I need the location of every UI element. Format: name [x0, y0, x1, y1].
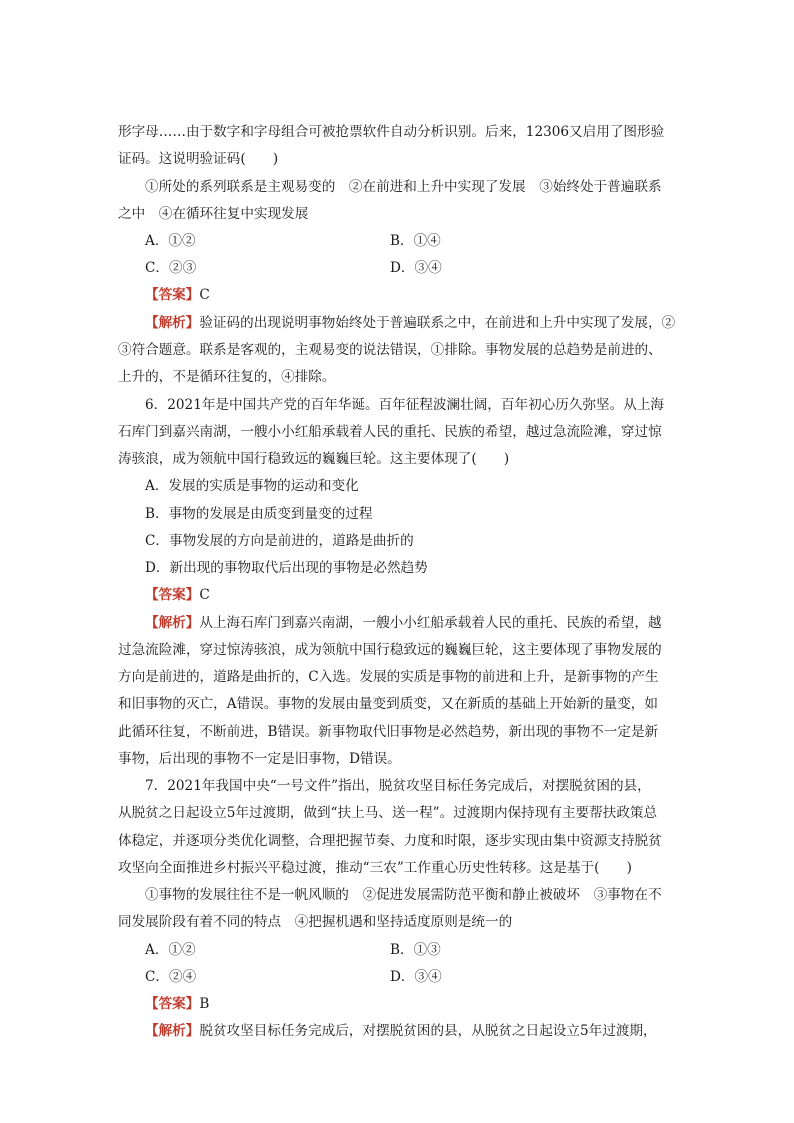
text-line: ③符合题意。联系是客观的，主观易变的说法错误，①排除。事物发展的总趋势是前进的、 [118, 342, 662, 358]
text-line: 证码。这说明验证码( ) [118, 151, 279, 167]
option-b: B．事物的发展是由质变到量变的过程 [145, 506, 373, 522]
option-c: C．事物发展的方向是前进的，道路是曲折的 [145, 533, 414, 549]
text-line: 之中 ④在循环往复中实现发展 [118, 206, 309, 222]
analysis-tag: 【解析】 [145, 615, 200, 631]
question-6: 6．2021年是中国共产党的百年华诞。百年征程波澜壮阔，百年初心历久弥坚。从上海 [145, 397, 665, 413]
text-line: ①所处的系列联系是主观易变的 ②在前进和上升中实现了发展 ③始终处于普遍联系 [145, 179, 662, 195]
option-c: C．②④ [145, 969, 197, 985]
analysis-text: 验证码的出现说明事物始终处于普遍联系之中，在前进和上升中实现了发展，② [199, 315, 676, 331]
analysis-tag: 【解析】 [145, 1023, 200, 1039]
text-line: 同发展阶段有着不同的特点 ④把握机遇和坚持适度原则是统一的 [118, 914, 513, 930]
option-d: D．新出现的事物取代后出现的事物是必然趋势 [145, 560, 428, 576]
text-line: 体稳定，并逐项分类优化调整，合理把握节奏、力度和时限，逐步实现由集中资源支持脱贫 [118, 833, 662, 849]
text-line: 石库门到嘉兴南湖，一艘小小红船承载着人民的重托、民族的希望，越过急流险滩，穿过惊 [118, 424, 662, 440]
text-line: 上升的，不是循环往复的，④排除。 [118, 369, 336, 385]
option-d: D．③④ [390, 969, 442, 985]
option-a: A．发展的实质是事物的运动和变化 [145, 478, 359, 494]
option-b: B．①③ [390, 942, 441, 958]
option-a: A．①② [145, 233, 196, 249]
text-line: ①事物的发展往往不是一帆风顺的 ②促进发展需防范平衡和静止被破坏 ③事物在不 [145, 887, 662, 903]
answer-line [145, 585, 210, 605]
answer-tag: 【答案】 [145, 287, 200, 303]
text-line: 从脱贫之日起设立5年过渡期，做到“扶上马、送一程”。过渡期内保持现有主要帮扶政策总 [118, 805, 658, 821]
analysis-text: 脱贫攻坚目标任务完成后，对摆脱贫困的县，从脱贫之日起设立5年过渡期， [199, 1023, 657, 1039]
answer-line [145, 994, 209, 1014]
text-line: 事物，后出现的事物不一定是旧事物，D错误。 [118, 751, 401, 767]
text-line: 方向是前进的，道路是曲折的，C入选。发展的实质是事物的前进和上升，是新事物的产生 [118, 669, 659, 685]
analysis-tag: 【解析】 [145, 315, 200, 331]
answer-line [145, 285, 210, 305]
text-line: 和旧事物的灭亡，A错误。事物的发展由量变到质变，又在新质的基础上开始新的量变，如 [118, 696, 658, 712]
answer-tag: 【答案】 [145, 587, 200, 603]
text-line: 此循环往复，不断前进，B错误。新事物取代旧事物是必然趋势，新出现的事物不一定是新 [118, 724, 659, 740]
answer-value: C [199, 587, 210, 603]
analysis-line [145, 1021, 657, 1041]
option-b: B．①④ [390, 233, 441, 249]
text-line: 攻坚向全面推进乡村振兴平稳过渡，推动“三农”工作重心历史性转移。这是基于( ) [118, 860, 632, 876]
option-d: D．③④ [390, 260, 442, 276]
analysis-text: 从上海石库门到嘉兴南湖，一艘小小红船承载着人民的重托、民族的希望，越 [199, 615, 662, 631]
analysis-line [145, 313, 675, 333]
option-a: A．①② [145, 942, 196, 958]
text-line: 形字母……由于数字和字母组合可被抢票软件自动分析识别。后来，12306又启用了图形验 [118, 124, 665, 140]
text-line: 涛骇浪，成为领航中国行稳致远的巍巍巨轮。这主要体现了( ) [118, 451, 510, 467]
answer-value: C [199, 287, 210, 303]
option-c: C．②③ [145, 260, 197, 276]
analysis-line [145, 613, 662, 633]
text-line: 过急流险滩，穿过惊涛骇浪，成为领航中国行稳致远的巍巍巨轮，这主要体现了事物发展的 [118, 642, 662, 658]
question-7: 7．2021年我国中央“一号文件”指出，脱贫攻坚目标任务完成后，对摆脱贫困的县， [145, 778, 651, 794]
answer-value: B [199, 996, 210, 1012]
answer-tag: 【答案】 [145, 996, 200, 1012]
